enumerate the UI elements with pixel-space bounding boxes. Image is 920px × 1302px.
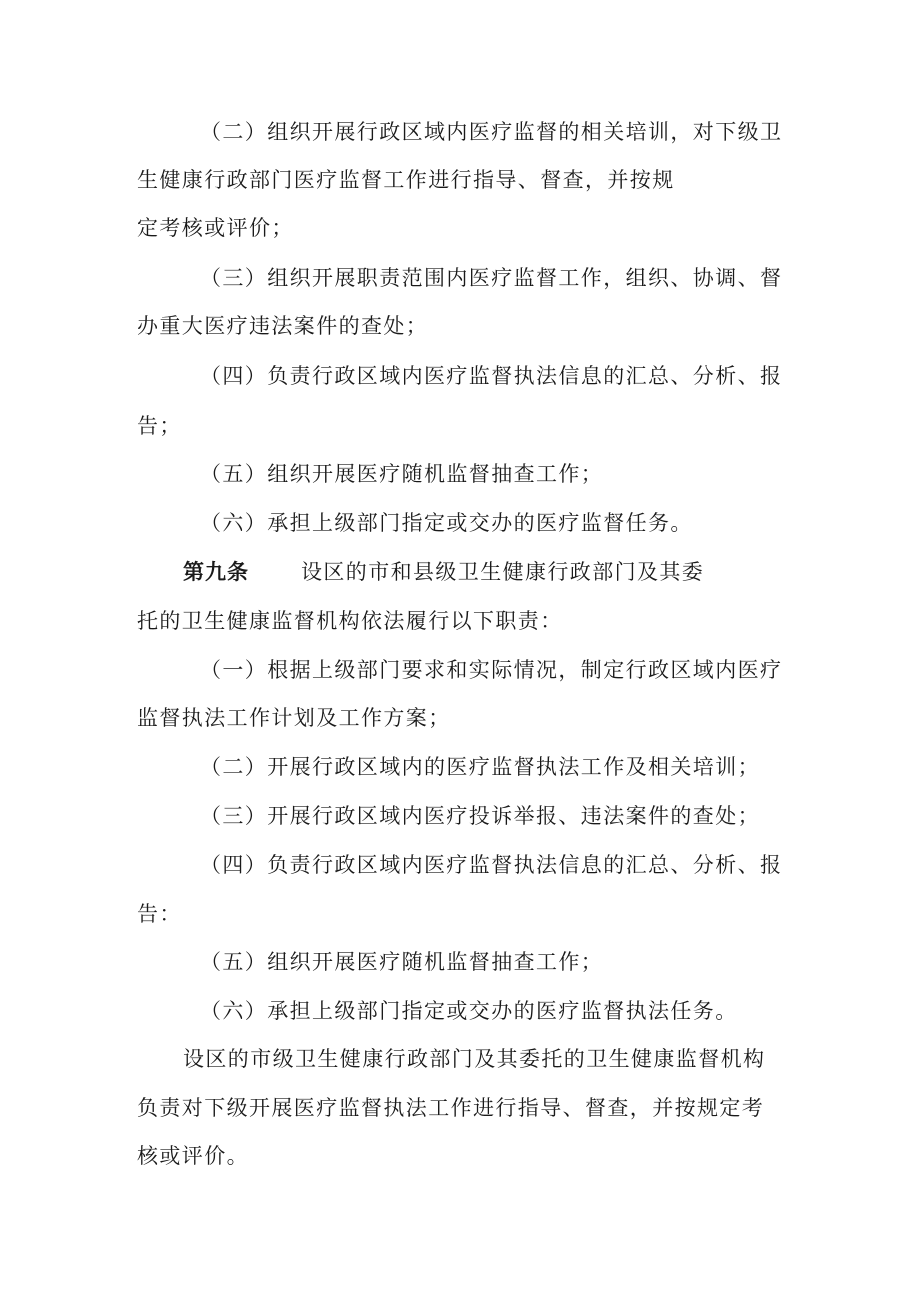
text-line: 核或评价。 — [137, 1144, 249, 1168]
text-line: （二）开展行政区域内的医疗监督执法工作及相关培训； — [200, 755, 760, 779]
text-line: （六）承担上级部门指定或交办的医疗监督执法任务。 — [200, 999, 738, 1023]
text-line: 生健康行政部门医疗监督工作进行指导、督查，并按规 — [137, 168, 675, 192]
text-line: （六）承担上级部门指定或交办的医疗监督任务。 — [200, 511, 693, 535]
text-line: 定考核或评价； — [137, 216, 294, 240]
text-line: 负责对下级开展医疗监督执法工作进行指导、督查，并按规定考 — [137, 1096, 765, 1120]
text-line: （四）负责行政区域内医疗监督执法信息的汇总、分析、报 — [200, 853, 783, 877]
text-line: 托的卫生健康监督机构依法履行以下职责： — [137, 609, 563, 633]
text-line: （五）组织开展医疗随机监督抽查工作； — [200, 950, 604, 974]
article-nine-line — [183, 557, 704, 587]
text-line: （二）组织开展行政区域内医疗监督的相关培训，对下级卫 — [200, 120, 783, 144]
text-line: 告； — [137, 414, 182, 438]
text-line: （三）组织开展职责范围内医疗监督工作，组织、协调、督 — [200, 266, 783, 290]
text-line: 监督执法工作计划及工作方案； — [137, 706, 451, 730]
article-label: 第九条 — [183, 560, 249, 584]
text-line: （一）根据上级部门要求和实际情况，制定行政区域内医疗 — [200, 658, 783, 682]
text-line: 设区的市和县级卫生健康行政部门及其委 — [301, 560, 705, 584]
text-line: （四）负责行政区域内医疗监督执法信息的汇总、分析、报 — [200, 364, 783, 388]
text-line: 办重大医疗违法案件的查处； — [137, 314, 429, 338]
text-line: （三）开展行政区域内医疗投诉举报、违法案件的查处； — [200, 804, 760, 828]
text-line: 告： — [137, 902, 182, 926]
text-line: （五）组织开展医疗随机监督抽查工作； — [200, 462, 604, 486]
text-line: 设区的市级卫生健康行政部门及其委托的卫生健康监督机构 — [183, 1047, 766, 1071]
